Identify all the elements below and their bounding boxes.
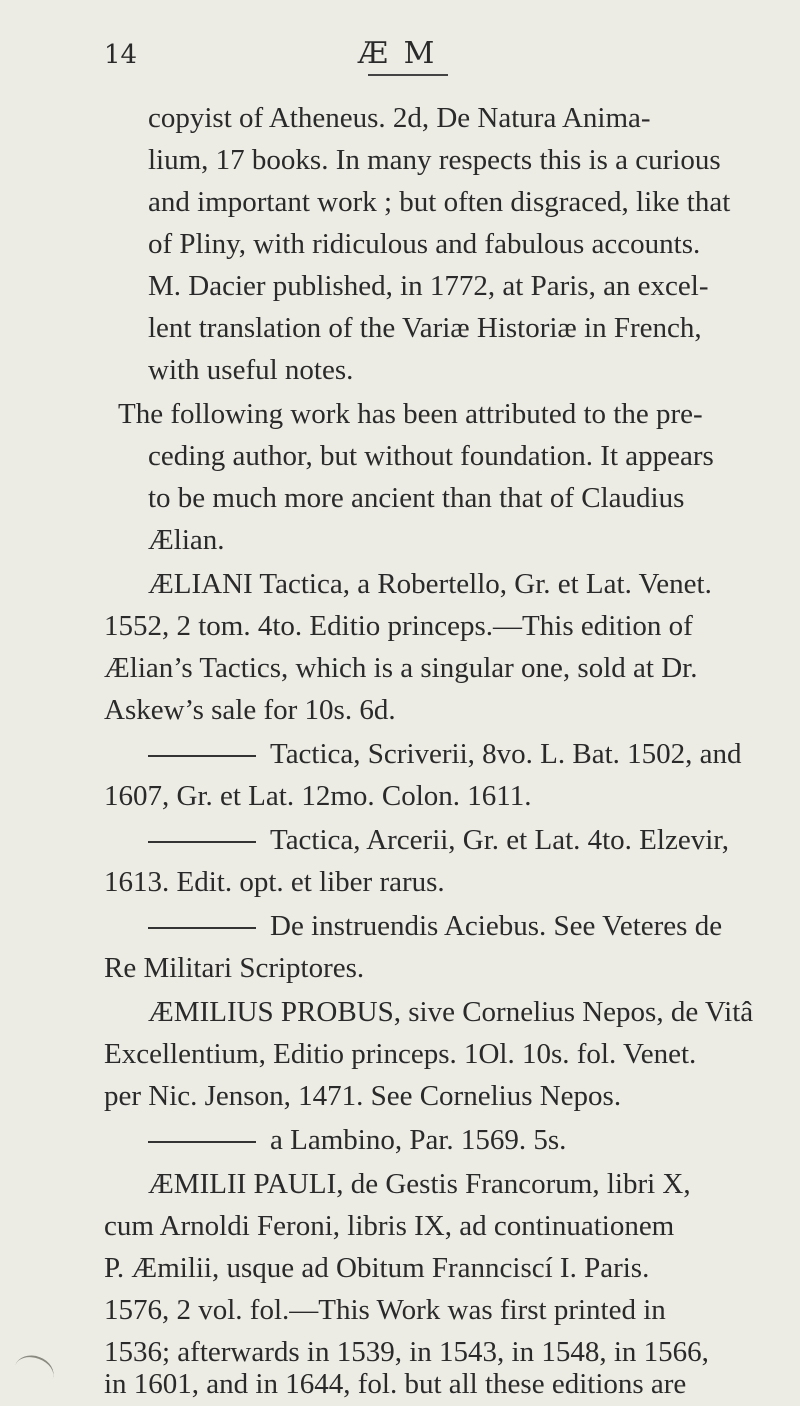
text-line: in 1601, and in 1644, fol. but all these editions are xyxy=(104,1368,687,1400)
text-line: 1536; afterwards in 1539, in 1543, in 1548, in 1566, xyxy=(104,1336,709,1368)
entry-heading: ÆLIANI Tactica, a Robertello, Gr. et Lat. Venet. xyxy=(148,568,712,600)
text-line: P. Æmilii, usque ad Obitum Frannciscí I. Paris. xyxy=(104,1252,650,1284)
page-corner-curl xyxy=(10,1350,59,1394)
text-line: per Nic. Jenson, 1471. See Cornelius Nepos. xyxy=(104,1080,622,1112)
text-line: Ælian. xyxy=(148,524,225,556)
ditto-dash xyxy=(148,927,256,929)
ditto-dash xyxy=(148,1141,256,1143)
text-line: 1576, 2 vol. fol.—This Work was first printed in xyxy=(104,1294,666,1326)
text-line: cum Arnoldi Feroni, libris IX, ad continuationem xyxy=(104,1210,675,1242)
header-rule xyxy=(368,74,448,76)
page-number: 14 xyxy=(104,40,138,70)
entry-line: a Lambino, Par. 1569. 5s. xyxy=(148,1120,566,1160)
ditto-dash xyxy=(148,755,256,757)
entry-line: Tactica, Scriverii, 8vo. L. Bat. 1502, and xyxy=(148,734,742,774)
text-line: lium, 17 books. In many respects this is a curious xyxy=(148,144,721,176)
text-line: of Pliny, with ridiculous and fabulous accounts. xyxy=(148,228,701,260)
text-line: Askew’s sale for 10s. 6d. xyxy=(104,694,396,726)
text-line: Ælian’s Tactics, which is a singular one, sold at Dr. xyxy=(104,652,698,684)
text-line: 1552, 2 tom. 4to. Editio princeps.—This edition of xyxy=(104,610,693,642)
text-line: with useful notes. xyxy=(148,354,354,386)
text-line: Re Militari Scriptores. xyxy=(104,952,365,984)
entry-heading: ÆMILIUS PROBUS, sive Cornelius Nepos, de Vitâ xyxy=(148,996,754,1028)
text-line: Excellentium, Editio princeps. 1Ol. 10s. fol. Venet. xyxy=(104,1038,697,1070)
ditto-dash xyxy=(148,841,256,843)
entry-line: De instruendis Aciebus. See Veteres de xyxy=(148,906,722,946)
running-title: Æ M xyxy=(358,36,438,71)
text-line: to be much more ancient than that of Claudius xyxy=(148,482,685,514)
text-line: and important work ; but often disgraced, like that xyxy=(148,186,731,218)
text-line: M. Dacier published, in 1772, at Paris, an excel- xyxy=(148,270,709,302)
text-line: 1607, Gr. et Lat. 12mo. Colon. 1611. xyxy=(104,780,532,812)
entry-heading: ÆMILII PAULI, de Gestis Francorum, libri X, xyxy=(148,1168,691,1200)
text-line: copyist of Atheneus. 2d, De Natura Anima- xyxy=(148,102,651,134)
text-line: ceding author, but without foundation. It appears xyxy=(148,440,714,472)
entry-line: Tactica, Arcerii, Gr. et Lat. 4to. Elzevir, xyxy=(148,820,729,860)
text-line: lent translation of the Variæ Historiæ in French, xyxy=(148,312,702,344)
text-line: The following work has been attributed to the pre- xyxy=(118,398,703,430)
text-line: 1613. Edit. opt. et liber rarus. xyxy=(104,866,445,898)
